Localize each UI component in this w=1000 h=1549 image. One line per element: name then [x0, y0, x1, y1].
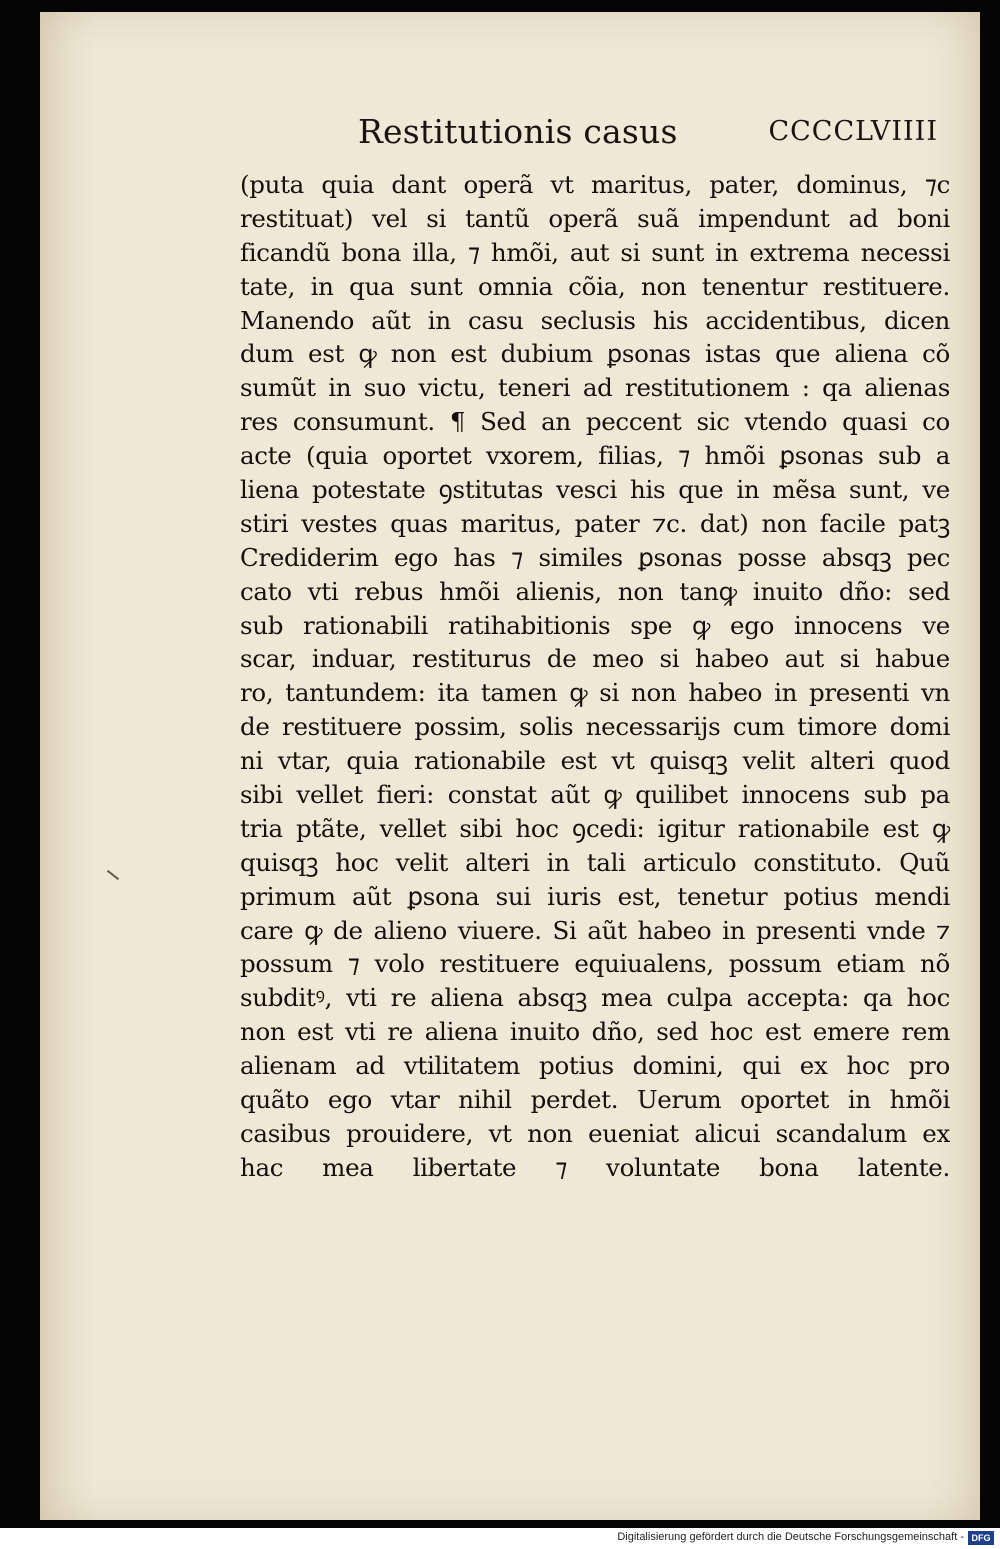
text-line: (puta quia dant operã vt maritus, pater, dominus, ⁊c	[240, 170, 950, 199]
text-line: dum est ꝙ non est dubium ꝑsonas istas que aliena cõ	[240, 339, 950, 369]
text-line: restituat) vel si tantũ operã suã impendunt ad boni	[240, 203, 950, 233]
text-line: care ꝙ de alieno viuere. Si aũt habeo in presenti vnde ⁊	[240, 915, 950, 945]
text-line: sibi vellet fieri: constat aũt ꝙ quilibet innocens sub pa	[240, 780, 950, 810]
running-title: Restitutionis casus	[358, 112, 678, 151]
text-line: de restituere possim, solis necessarijs cum timore domi	[240, 712, 950, 742]
book-page	[40, 12, 980, 1520]
text-line: possum ⁊ volo restituere equiualens, possum etiam nõ	[240, 949, 950, 979]
text-line: hac mea libertate ⁊ voluntate bona latente.	[240, 1152, 950, 1182]
text-line: Manendo aũt in casu seclusis his accidentibus, dicen	[240, 305, 950, 335]
text-line: scar, induar, restiturus de meo si habeo aut si habue	[240, 644, 950, 674]
text-line: acte (quia oportet vxorem, filias, ⁊ hmõi ꝑsonas sub a	[240, 441, 950, 471]
text-line: quãto ego vtar nihil perdet. Uerum oportet in hmõi	[240, 1085, 950, 1115]
text-line: primum aũt ꝑsona sui iuris est, tenetur potius mendi	[240, 881, 950, 911]
text-line: non est vti re aliena inuito dño, sed hoc est emere rem	[240, 1017, 950, 1047]
text-line: liena potestate ꝯstitutas vesci his que in mẽsa sunt, ve	[240, 475, 950, 505]
footer-strip	[0, 1528, 1000, 1549]
text-line: Crediderim ego has ⁊ similes ꝑsonas posse absqꝫ pec	[240, 542, 950, 572]
text-line: casibus prouidere, vt non eueniat alicui scandalum ex	[240, 1118, 950, 1148]
text-line: sub rationabili ratihabitionis spe ꝙ ego innocens ve	[240, 610, 950, 640]
text-line: cato vti rebus hmõi alienis, non tanꝙ inuito dño: sed	[240, 576, 950, 606]
digitization-credit: Digitalisierung gefördert durch die Deutsche Forschungsgemeinschaft -	[617, 1531, 964, 1543]
text-line: tria ptãte, vellet sibi hoc ꝯcedi: igitur rationabile est ꝙ	[240, 813, 950, 843]
text-line: ni vtar, quia rationabile est vt quisqꝫ velit alteri quod	[240, 746, 950, 776]
text-line: quisqꝫ hoc velit alteri in tali articulo constituto. Quũ	[240, 847, 950, 877]
text-line: subditꝰ, vti re aliena absqꝫ mea culpa accepta: qa hoc	[240, 983, 950, 1013]
text-line: tate, in qua sunt omnia cõia, non tenentur restituere.	[240, 271, 950, 301]
text-line: ficandũ bona illa, ⁊ hmõi, aut si sunt in extrema necessi	[240, 237, 950, 267]
text-line: ro, tantundem: ita tamen ꝙ si non habeo in presenti vn	[240, 678, 950, 708]
paper-blemish	[107, 870, 119, 880]
text-line: alienam ad vtilitatem potius domini, qui ex hoc pro	[240, 1051, 950, 1081]
dfg-logo-icon: DFG	[968, 1531, 994, 1545]
text-line: stiri vestes quas maritus, pater ⁊c. dat) non facile patꝫ	[240, 508, 950, 538]
body-text	[240, 168, 950, 1185]
running-head	[358, 112, 938, 162]
text-line: res consumunt. ¶ Sed an peccent sic vtendo quasi co	[240, 407, 950, 437]
text-line: sumũt in suo victu, teneri ad restitutionem : qa alienas	[240, 373, 950, 403]
folio-number: CCCCLVIIII	[768, 116, 938, 147]
